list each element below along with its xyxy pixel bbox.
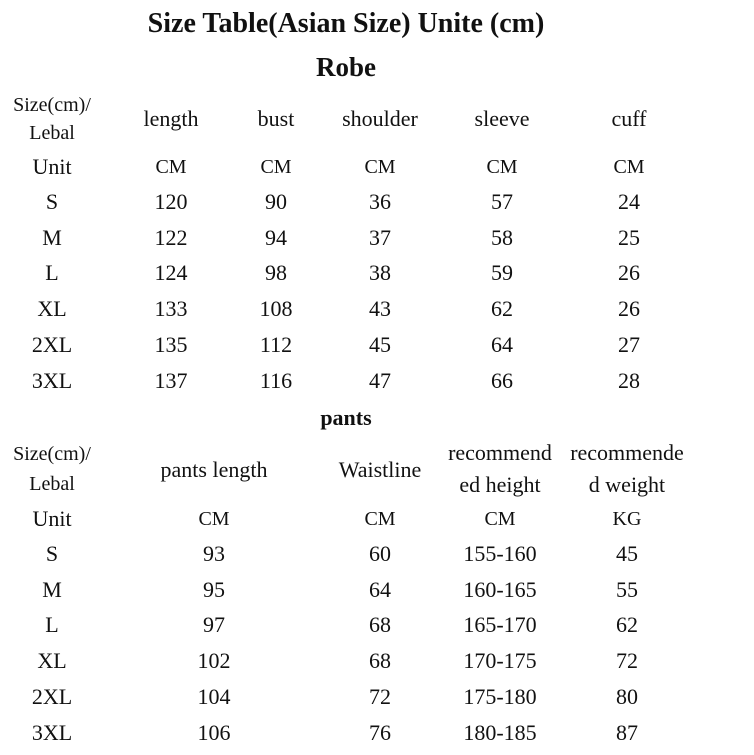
- pants-header-weight-line2: d weight: [588, 472, 666, 497]
- robe-header-cuff: cuff: [611, 106, 647, 131]
- robe-row-value: 38: [369, 260, 391, 285]
- pants-row-value: 62: [616, 612, 638, 637]
- pants-row-value: 80: [616, 684, 638, 709]
- robe-unit-cuff: CM: [613, 156, 645, 178]
- pants-header-length: pants length: [160, 457, 268, 482]
- robe-row-size: L: [45, 260, 59, 285]
- robe-row-value: 120: [154, 189, 188, 214]
- robe-unit-length: CM: [155, 156, 187, 178]
- robe-unit-shoulder: CM: [364, 156, 396, 178]
- robe-row-size: 2XL: [31, 332, 73, 357]
- robe-row-size: M: [42, 225, 62, 250]
- pants-row-size: 2XL: [31, 684, 73, 709]
- pants-row-value: 60: [369, 541, 391, 566]
- pants-row-value: 102: [197, 648, 231, 673]
- robe-row-value: 45: [369, 332, 391, 357]
- robe-size-label-line1: Size(cm)/: [13, 94, 91, 116]
- pants-row-size: M: [42, 577, 62, 602]
- robe-row-size: XL: [37, 296, 67, 321]
- pants-row-value: 93: [203, 541, 225, 566]
- robe-row-value: 36: [369, 189, 391, 214]
- robe-row-value: 98: [265, 260, 287, 285]
- robe-unit-label: Unit: [32, 154, 72, 179]
- robe-row-value: 66: [491, 368, 513, 393]
- page-title: Size Table(Asian Size) Unite (cm): [147, 8, 545, 39]
- robe-row-value: 26: [618, 296, 640, 321]
- robe-row-value: 47: [369, 368, 391, 393]
- robe-row-value: 90: [265, 189, 287, 214]
- robe-row-value: 108: [259, 296, 293, 321]
- pants-row-value: 165-170: [463, 612, 537, 637]
- robe-row-value: 59: [491, 260, 513, 285]
- robe-row-value: 28: [618, 368, 640, 393]
- robe-row-value: 116: [259, 368, 293, 393]
- pants-unit-length: CM: [198, 508, 230, 530]
- pants-unit-label: Unit: [32, 506, 72, 531]
- robe-row-value: 37: [369, 225, 391, 250]
- robe-row-value: 94: [265, 225, 287, 250]
- pants-header-waistline: Waistline: [338, 457, 422, 482]
- robe-header-shoulder: shoulder: [342, 106, 418, 131]
- pants-unit-weight: KG: [612, 508, 642, 530]
- pants-row-value: 64: [369, 577, 391, 602]
- pants-header-weight-line1: recommende: [570, 440, 684, 465]
- pants-row-size: XL: [37, 648, 67, 673]
- pants-row-value: 155-160: [463, 541, 537, 566]
- robe-header-bust: bust: [257, 106, 295, 131]
- robe-row-value: 26: [618, 260, 640, 285]
- pants-row-value: 104: [197, 684, 231, 709]
- robe-row-value: 133: [154, 296, 188, 321]
- robe-row-value: 137: [154, 368, 188, 393]
- pants-row-value: 170-175: [463, 648, 537, 673]
- robe-row-value: 112: [259, 332, 293, 357]
- pants-row-value: 97: [203, 612, 225, 637]
- pants-row-size: S: [45, 541, 59, 566]
- robe-row-value: 135: [154, 332, 188, 357]
- pants-row-value: 95: [203, 577, 225, 602]
- robe-row-value: 24: [618, 189, 640, 214]
- pants-row-value: 68: [369, 612, 391, 637]
- robe-row-size: S: [45, 189, 59, 214]
- pants-unit-waistline: CM: [364, 508, 396, 530]
- pants-row-value: 55: [616, 577, 638, 602]
- pants-row-size: 3XL: [31, 720, 73, 745]
- pants-row-value: 175-180: [463, 684, 537, 709]
- pants-row-value: 72: [616, 648, 638, 673]
- pants-row-value: 72: [369, 684, 391, 709]
- pants-row-value: 106: [197, 720, 231, 745]
- robe-header-length: length: [143, 106, 199, 131]
- pants-row-value: 180-185: [463, 720, 537, 745]
- robe-row-value: 58: [491, 225, 513, 250]
- pants-section-title: pants: [320, 405, 372, 430]
- robe-row-value: 122: [154, 225, 188, 250]
- robe-row-value: 62: [491, 296, 513, 321]
- pants-row-value: 87: [616, 720, 638, 745]
- pants-row-size: L: [45, 612, 59, 637]
- robe-row-value: 64: [491, 332, 513, 357]
- robe-row-value: 57: [491, 189, 513, 214]
- robe-row-value: 124: [154, 260, 188, 285]
- robe-unit-sleeve: CM: [486, 156, 518, 178]
- pants-size-label-line1: Size(cm)/: [13, 443, 91, 465]
- robe-row-value: 25: [618, 225, 640, 250]
- pants-header-height-line1: recommend: [448, 440, 552, 465]
- pants-row-value: 68: [369, 648, 391, 673]
- pants-row-value: 160-165: [463, 577, 537, 602]
- pants-header-height-line2: ed height: [459, 472, 541, 497]
- robe-section-title: Robe: [316, 52, 376, 82]
- pants-row-value: 76: [369, 720, 391, 745]
- pants-row-value: 45: [616, 541, 638, 566]
- robe-header-sleeve: sleeve: [474, 106, 530, 131]
- pants-size-label-line2: Lebal: [29, 473, 75, 495]
- pants-unit-height: CM: [484, 508, 516, 530]
- robe-row-value: 43: [369, 296, 391, 321]
- robe-size-label-line2: Lebal: [29, 122, 75, 144]
- robe-unit-bust: CM: [260, 156, 292, 178]
- robe-row-size: 3XL: [31, 368, 73, 393]
- robe-row-value: 27: [618, 332, 640, 357]
